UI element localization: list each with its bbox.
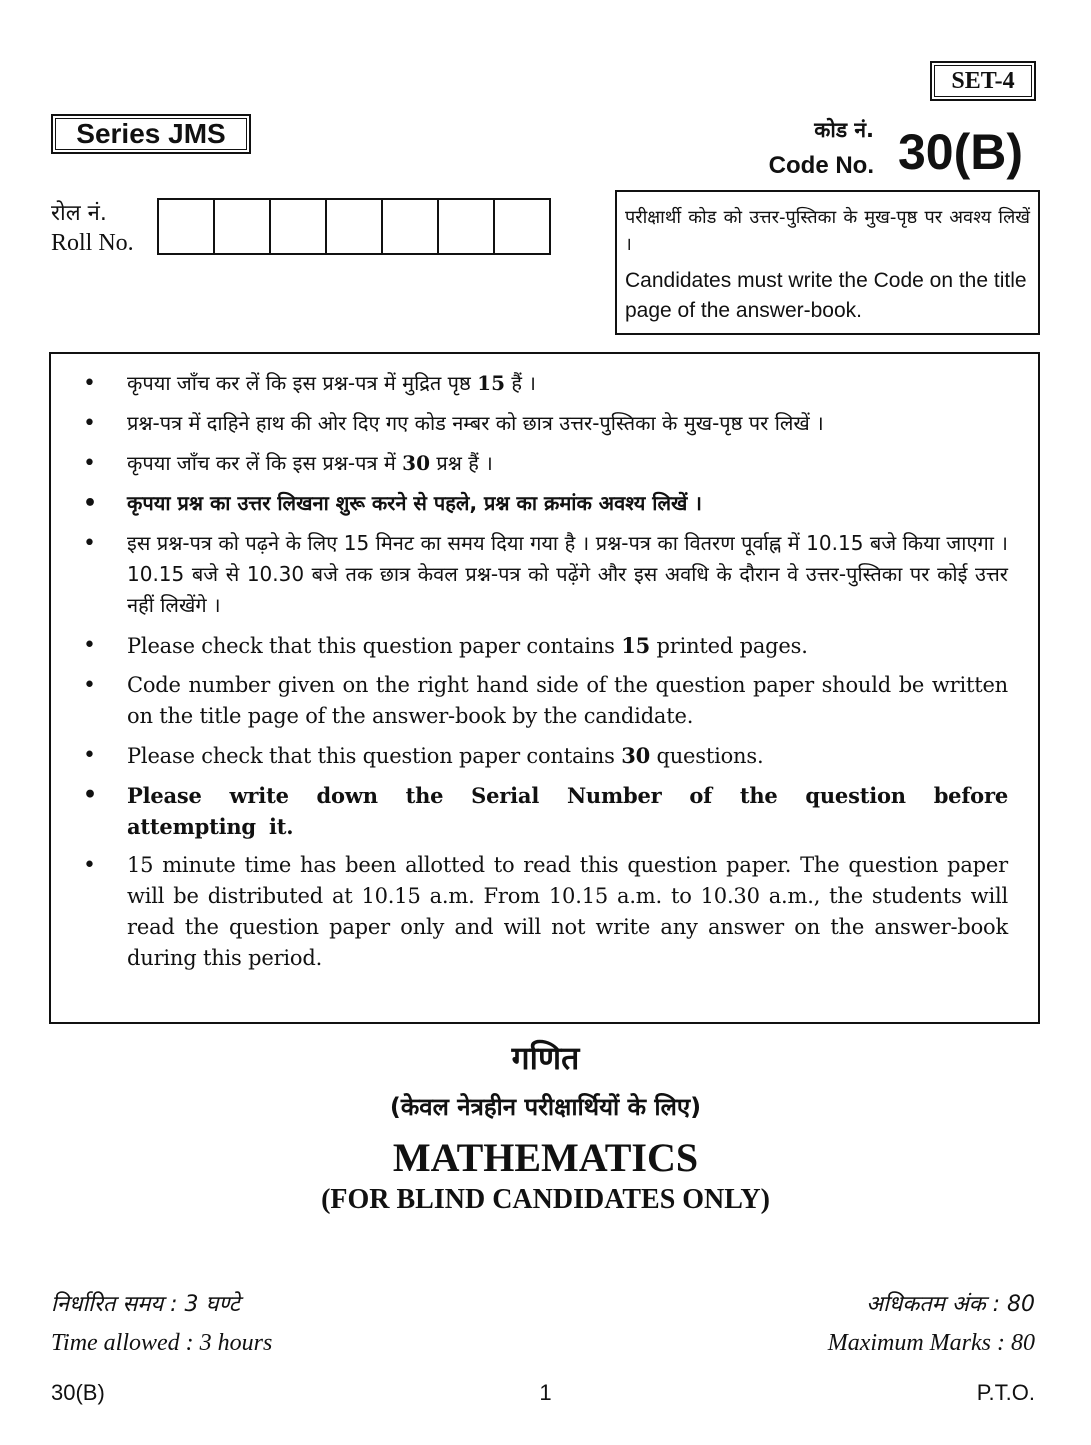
page-number: 1 bbox=[539, 1380, 552, 1405]
series-label-text: Series JMS bbox=[76, 118, 226, 149]
code-label-hindi: कोड नं. bbox=[814, 118, 874, 142]
instruction-text: कृपया जाँच कर लें कि इस प्रश्न-पत्र में bbox=[127, 451, 403, 475]
subject-title-english: MATHEMATICS bbox=[392, 1135, 699, 1180]
instructions-list bbox=[81, 368, 1008, 982]
roll-number-grid[interactable] bbox=[157, 198, 551, 255]
maximum-marks-english: Maximum Marks : 80 bbox=[827, 1330, 1035, 1356]
subject-subtitle-english: (FOR BLIND CANDIDATES ONLY) bbox=[321, 1184, 770, 1215]
instruction-item: • कृपया प्रश्न का उत्तर लिखना शुरू करने से पहले, प्रश्न का क्रमांक अवश्य लिखें । bbox=[81, 488, 1008, 519]
instruction-text: questions. bbox=[650, 744, 764, 768]
instruction-item: • 15 minute time has been allotted to read this question paper. The question paper will be distributed at 10.15 a.m. From 10.15 a.m. to 10.30 a.m., the students will read the question paper only and will not write any answer on the answer-book during this period. bbox=[81, 850, 1008, 974]
roll-digit-box[interactable] bbox=[327, 200, 383, 253]
set-label bbox=[930, 61, 1036, 101]
roll-digit-box[interactable] bbox=[215, 200, 271, 253]
time-allowed-english: Time allowed : 3 hours bbox=[51, 1330, 273, 1356]
instruction-number: 15 bbox=[621, 633, 651, 658]
instruction-item bbox=[81, 740, 1008, 772]
instruction-text: Please check that this question paper contains bbox=[127, 744, 622, 768]
roll-digit-box[interactable] bbox=[495, 200, 549, 253]
instruction-text: हैं । bbox=[505, 371, 536, 395]
code-label-english: Code No. bbox=[768, 152, 874, 179]
code-note-english: Candidates must write the Code on the title page of the answer-book. bbox=[625, 269, 1027, 322]
instruction-text: printed pages. bbox=[650, 634, 808, 658]
instruction-number: 15 bbox=[477, 371, 506, 395]
instruction-item: • प्रश्न-पत्र में दाहिने हाथ की ओर दिए गए कोड नम्बर को छात्र उत्तर-पुस्तिका के मुख-पृष्ठ पर लिखें । bbox=[81, 408, 1008, 439]
instruction-text: कृपया जाँच कर लें कि इस प्रश्न-पत्र में मुद्रित पृष्ठ bbox=[127, 371, 478, 395]
instruction-text: Please check that this question paper contains bbox=[127, 634, 622, 658]
instruction-number: 30 bbox=[621, 743, 651, 768]
code-note-box bbox=[615, 190, 1040, 335]
roll-label-hindi: रोल नं. bbox=[51, 201, 107, 226]
code-number: 30(B) bbox=[898, 124, 1024, 180]
please-turn-over: P.T.O. bbox=[976, 1380, 1035, 1405]
subject-subtitle-hindi: (केवल नेत्रहीन परीक्षार्थियों के लिए) bbox=[389, 1093, 702, 1121]
roll-digit-box[interactable] bbox=[439, 200, 495, 253]
roll-label-english: Roll No. bbox=[51, 230, 134, 256]
instruction-item bbox=[81, 630, 1008, 662]
code-note-hindi: परीक्षार्थी कोड को उत्तर-पुस्तिका के मुख-पृष्ठ पर अवश्य लिखें । bbox=[625, 207, 1030, 255]
series-label bbox=[51, 114, 251, 154]
roll-digit-box[interactable] bbox=[383, 200, 439, 253]
time-allowed-hindi: निर्धारित समय : 3 घण्टे bbox=[51, 1292, 240, 1317]
roll-digit-box[interactable] bbox=[271, 200, 327, 253]
instruction-item bbox=[81, 368, 1008, 399]
instruction-item: • Code number given on the right hand side of the question paper should be written on the title page of the answer-book by the candidate. bbox=[81, 670, 1008, 732]
subject-title-hindi: गणित bbox=[511, 1039, 580, 1077]
instruction-item: • Please write down the Serial Number of the question before attempting it. bbox=[81, 780, 1008, 842]
set-label-text: SET-4 bbox=[951, 67, 1015, 94]
maximum-marks-hindi: अधिकतम अंक : 80 bbox=[866, 1292, 1035, 1317]
roll-digit-box[interactable] bbox=[159, 200, 215, 253]
instruction-number: 30 bbox=[402, 451, 430, 475]
instruction-item bbox=[81, 448, 1008, 479]
instruction-item: • इस प्रश्न-पत्र को पढ़ने के लिए 15 मिनट का समय दिया गया है । प्रश्न-पत्र का वितरण पूर्वाह्न में 10.15 बजे किया जाएगा । 10.15 बजे से 10.30 बजे तक छात्र केवल प्रश्न-पत्र को पढ़ेंगे और इस अवधि के दौरान वे उत्तर-पुस्तिका पर कोई उत्तर नहीं लिखेंगे । bbox=[81, 528, 1008, 621]
instruction-text: प्रश्न हैं । bbox=[430, 451, 493, 475]
footer-code: 30(B) bbox=[51, 1380, 105, 1405]
instructions-box bbox=[49, 352, 1040, 1024]
